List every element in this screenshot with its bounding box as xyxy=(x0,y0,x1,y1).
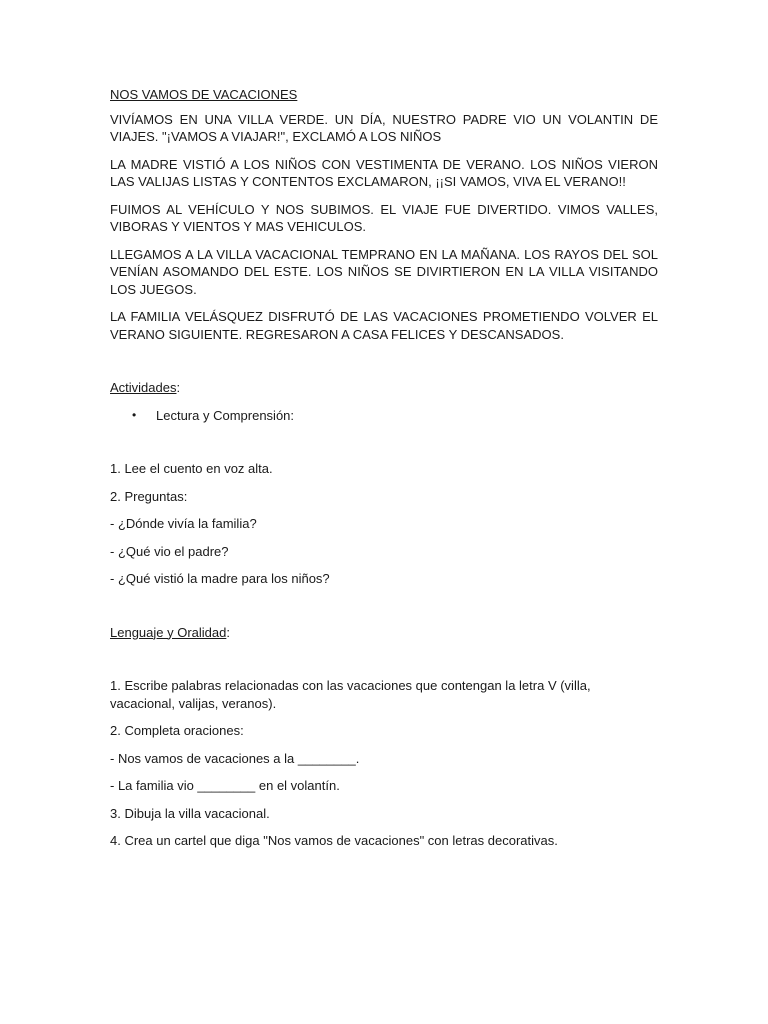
story-paragraph: LA MADRE VISTIÓ A LOS NIÑOS CON VESTIMENTA DE VERANO. LOS NIÑOS VIERON LAS VALIJAS LISTAS Y CONTENTOS EXCLAMARON, ¡¡SI VAMOS, VIVA EL VERANO!! xyxy=(110,156,658,189)
language-item: 1. Escribe palabras relacionadas con las vacaciones que contengan la letra V (villa, vacacional, valijas, veranos). xyxy=(110,678,591,711)
activities-heading-text: Actividades xyxy=(110,380,177,395)
language-heading xyxy=(110,624,658,642)
blank-line xyxy=(110,651,658,677)
language-item: 2. Completa oraciones: xyxy=(110,723,244,738)
story-paragraph: LLEGAMOS A LA VILLA VACACIONAL TEMPRANO EN LA MAÑANA. LOS RAYOS DEL SOL VENÍAN ASOMANDO DEL ESTE. LOS NIÑOS SE DIVIRTIERON EN LA VILLA VISITANDO LOS JUEGOS. xyxy=(110,246,658,297)
bullet-item-text: Lectura y Comprensión: xyxy=(156,407,295,423)
language-item: 3. Dibuja la villa vacacional. xyxy=(110,805,270,821)
story-paragraph: FUIMOS AL VEHÍCULO Y NOS SUBIMOS. EL VIAJE FUE DIVERTIDO. VIMOS VALLES, VIBORAS Y VIENTOS Y MAS VEHICULOS. xyxy=(110,201,658,234)
blank-line xyxy=(110,434,658,460)
language-item: - Nos vamos de vacaciones a la ________. xyxy=(110,750,360,766)
language-item: 4. Crea un cartel que diga "Nos vamos de vacaciones" con letras decorativas. xyxy=(110,833,558,848)
activities-heading xyxy=(110,379,658,397)
language-heading-text: Lenguaje y Oralidad xyxy=(110,624,227,640)
activities-heading-colon: : xyxy=(176,380,181,395)
reading-question: - ¿Qué vio el padre? xyxy=(110,543,229,559)
story-paragraph: VIVÍAMOS EN UNA VILLA VERDE. UN DÍA, NUESTRO PADRE VIO UN VOLANTIN DE VIAJES. "¡VAMOS A VIAJAR!", EXCLAMÓ A LOS NIÑOS xyxy=(110,111,658,144)
reading-question: - ¿Dónde vivía la familia? xyxy=(110,516,257,531)
blank-line xyxy=(110,598,658,624)
blank-line xyxy=(110,353,658,379)
bullet-icon: • xyxy=(132,407,137,422)
language-item: - La familia vio ________ en el volantín. xyxy=(110,778,340,793)
reading-item: 1. Lee el cuento en voz alta. xyxy=(110,461,273,476)
story-paragraph: LA FAMILIA VELÁSQUEZ DISFRUTÓ DE LAS VACACIONES PROMETIENDO VOLVER EL VERANO SIGUIENTE. REGRESARON A CASA FELICES Y DESCANSADOS. xyxy=(110,309,658,342)
reading-item: 2. Preguntas: xyxy=(110,488,188,504)
story-title: NOS VAMOS DE VACACIONES xyxy=(110,87,298,102)
language-heading-colon: : xyxy=(226,624,230,640)
reading-question: - ¿Qué vistió la madre para los niños? xyxy=(110,571,330,586)
document-page xyxy=(110,86,658,860)
bullet-list-item xyxy=(110,407,658,425)
